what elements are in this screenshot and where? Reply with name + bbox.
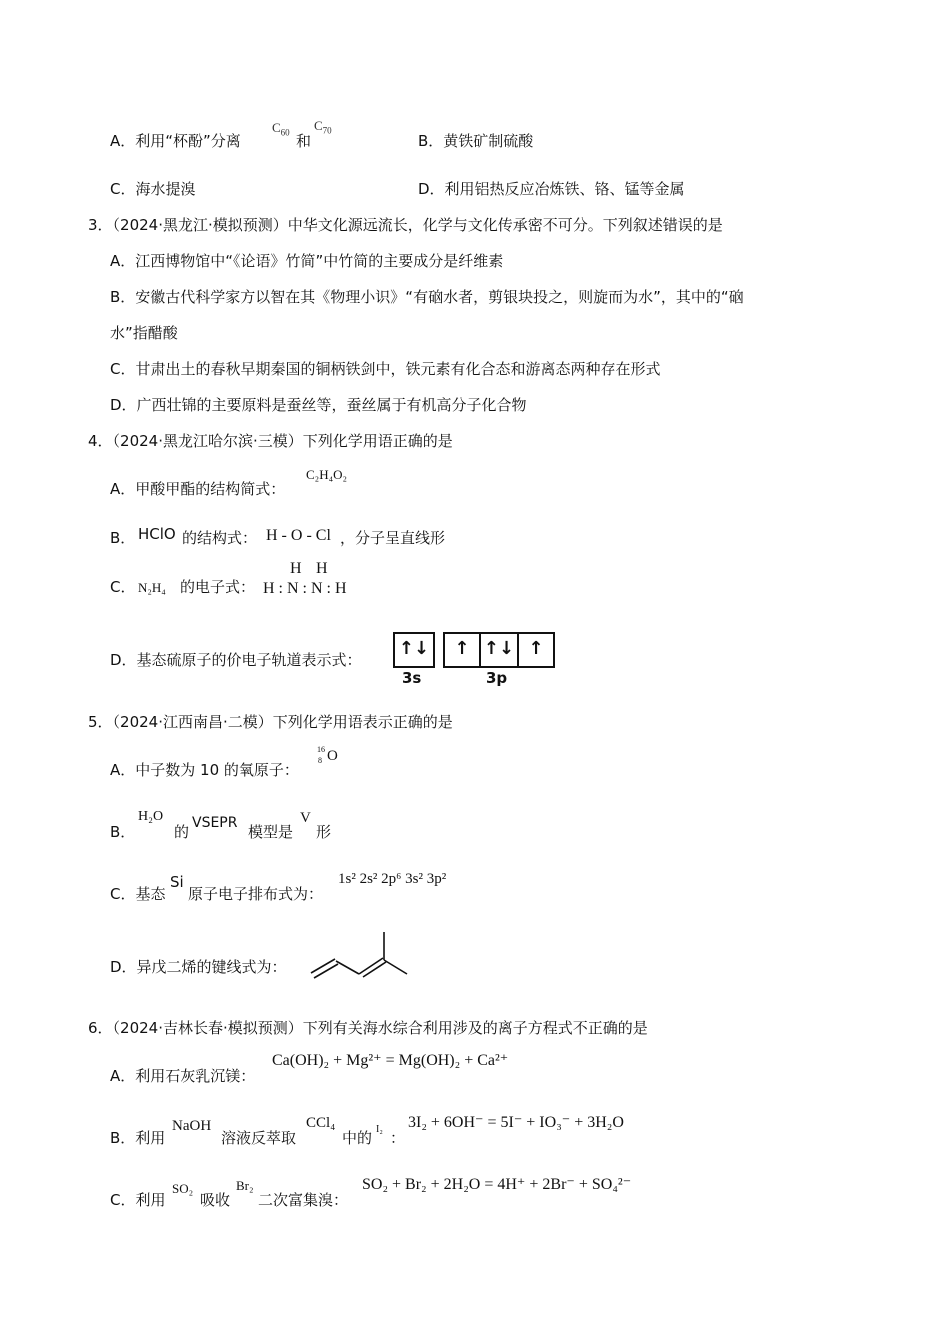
q5-option-b-model: 模型是	[248, 823, 294, 841]
orbital-3s-label: 3s	[402, 669, 422, 687]
q2-option-a-and: 和	[296, 132, 312, 150]
q4-option-c-mid: 的电子式：	[180, 578, 256, 596]
q3-option-a: A．江西博物馆中“《论语》竹简”中竹简的主要成分是纤维素	[110, 252, 504, 270]
q3-stem: 3．（2024·黑龙江·模拟预测）中华文化源远流长，化学与文化传承密不可分。下列叙述错误的是	[88, 216, 723, 234]
q6-option-a-equation: Ca(OH)₂ + Mg²⁺ = Mg(OH)₂ + Ca²⁺	[272, 1052, 509, 1069]
q4-option-b-mid: 的结构式：	[182, 529, 258, 547]
q4-option-c-h-top-2: H	[316, 560, 328, 577]
q3-option-c: C．甘肃出土的春秋早期秦国的铜柄铁剑中，铁元素有化合态和游离态两种存在形式	[110, 360, 661, 378]
q5-option-b-h2o: H₂O	[138, 809, 164, 824]
q4-option-b-label: B．	[110, 529, 136, 547]
q6-option-b-equation: 3I₂ + 6OH⁻ = 5I⁻ + IO₃⁻ + 3H₂O	[408, 1114, 624, 1131]
q6-option-a: A．利用石灰乳沉镁：	[110, 1067, 256, 1085]
q6-option-c-equation: SO₂ + Br₂ + 2H₂O = 4H⁺ + 2Br⁻ + SO₄²⁻	[362, 1176, 632, 1193]
q6-option-b-colon: ：	[390, 1129, 406, 1147]
q6-option-b-i2: I₂	[376, 1124, 383, 1135]
q4-option-c-electron-row: H : N : N : H	[263, 580, 347, 597]
isoprene-skeletal-formula	[305, 928, 415, 980]
q5-option-b-v: V	[300, 810, 311, 826]
q6-option-b-zhong: 中的	[342, 1129, 373, 1147]
q2-option-a: A．利用“杯酚”分离	[110, 132, 241, 150]
q6-option-b-naoh: NaOH	[172, 1118, 212, 1134]
q3-option-b-cont: 水”指醋酸	[110, 324, 178, 342]
q4-option-b-hclo: HClO	[138, 525, 176, 543]
q5-stem: 5．（2024·江西南昌·二模）下列化学用语表示正确的是	[88, 713, 453, 731]
q5-option-b-de: 的	[174, 823, 190, 841]
q4-option-b-struct: H - O - Cl	[266, 527, 331, 544]
orbital-3p-boxes: ↑ ↑↓ ↑	[443, 632, 555, 668]
q5-option-a-z: 8	[318, 756, 322, 765]
q2-option-b: B．黄铁矿制硫酸	[418, 132, 534, 150]
q6-option-b-ccl4: CCl₄	[306, 1115, 336, 1131]
q4-option-b-post: ，分子呈直线形	[340, 529, 446, 547]
q2-option-d: D．利用铝热反应冶炼铁、铬、锰等金属	[418, 180, 685, 198]
q3-option-d: D．广西壮锦的主要原料是蚕丝等，蚕丝属于有机高分子化合物	[110, 396, 527, 414]
q6-option-c-mid: 吸收	[200, 1191, 231, 1209]
q4-option-a-formula: C₂H₄O₂	[306, 467, 348, 482]
q5-option-a: A．中子数为 10 的氧原子：	[110, 761, 299, 779]
q6-stem: 6．（2024·吉林长春·模拟预测）下列有关海水综合利用涉及的离子方程式不正确的是	[88, 1019, 648, 1037]
q5-option-b-shape: 形	[316, 823, 332, 841]
q4-stem: 4．（2024·黑龙江哈尔滨·三模）下列化学用语正确的是	[88, 432, 453, 450]
q3-option-b: B．安徽古代科学家方以智在其《物理小识》“有硇水者，剪银块投之，则旋而为水”，其中的“硇	[110, 288, 744, 306]
q5-option-b-vsepr: VSEPR	[192, 815, 238, 831]
q6-option-c-post: 二次富集溴：	[258, 1191, 349, 1209]
q4-option-c-formula: N₂H₄	[138, 580, 166, 595]
q5-option-d: D．异戊二烯的键线式为：	[110, 958, 287, 976]
q2-option-a-c60: $C_{60}$	[272, 120, 290, 138]
q5-option-c-label: C．基态	[110, 885, 166, 903]
q2-option-a-c70: $C_{70}$	[314, 118, 332, 136]
orbital-3p-label: 3p	[486, 669, 508, 687]
orbital-3s-box: ↑↓	[393, 632, 435, 668]
q5-option-b-label: B．	[110, 823, 136, 841]
q2-option-c: C．海水提溴	[110, 180, 196, 198]
q4-option-a: A．甲酸甲酯的结构简式：	[110, 480, 286, 498]
q6-option-b-label: B．利用	[110, 1129, 166, 1147]
q4-option-d: D．基态硫原子的价电子轨道表示式：	[110, 651, 362, 669]
q4-option-c-label: C．	[110, 578, 136, 596]
q5-option-c-si: Si	[170, 873, 184, 891]
q4-option-c-h-top-1: H	[290, 560, 302, 577]
q6-option-b-mid: 溶液反萃取	[221, 1129, 297, 1147]
q5-option-c-config: 1s² 2s² 2p⁶ 3s² 3p²	[338, 871, 447, 887]
q5-option-c-post: 原子电子排布式为：	[188, 885, 324, 903]
q5-option-a-element: O	[327, 748, 338, 764]
q5-option-a-mass: 16	[317, 745, 325, 754]
q6-option-c-so2: SO₂	[172, 1181, 194, 1196]
q6-option-c-label: C．利用	[110, 1191, 166, 1209]
q6-option-c-br2: Br₂	[236, 1178, 254, 1193]
